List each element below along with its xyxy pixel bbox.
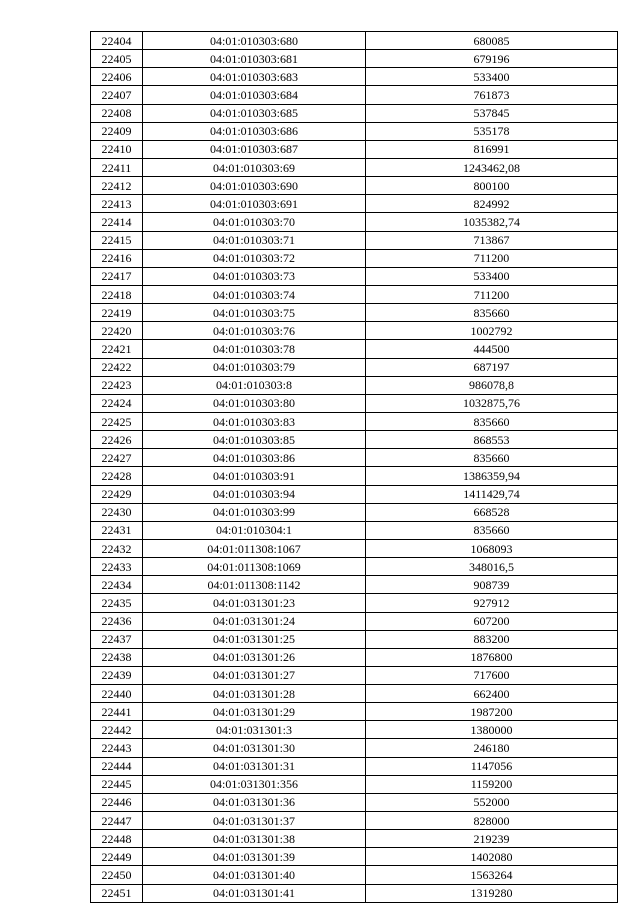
table-row (91, 304, 618, 322)
table-row (91, 793, 618, 811)
cadastral-number-cell: 04:01:031301:24 (143, 612, 366, 630)
table-row (91, 521, 618, 539)
table-row (91, 231, 618, 249)
cadastral-number-cell: 04:01:010303:686 (143, 122, 366, 140)
row-number-cell: 22441 (91, 703, 143, 721)
cadastral-value-cell: 668528 (366, 503, 618, 521)
cadastral-number-cell: 04:01:010303:79 (143, 358, 366, 376)
table-row (91, 848, 618, 866)
row-number-cell: 22404 (91, 32, 143, 50)
cadastral-number-cell: 04:01:010303:83 (143, 412, 366, 430)
cadastral-number-cell: 04:01:031301:39 (143, 848, 366, 866)
row-number-cell: 22429 (91, 485, 143, 503)
cadastral-value-cell: 761873 (366, 86, 618, 104)
cadastral-number-cell: 04:01:010303:78 (143, 340, 366, 358)
cadastral-number-cell: 04:01:010303:8 (143, 376, 366, 394)
row-number-cell: 22447 (91, 812, 143, 830)
cadastral-value-cell: 1147056 (366, 757, 618, 775)
cadastral-value-cell: 1243462,08 (366, 158, 618, 176)
row-number-cell: 22436 (91, 612, 143, 630)
cadastral-value-cell: 533400 (366, 68, 618, 86)
row-number-cell: 22434 (91, 576, 143, 594)
cadastral-value-cell: 537845 (366, 104, 618, 122)
cadastral-number-cell: 04:01:010303:76 (143, 322, 366, 340)
cadastral-value-cell: 1563264 (366, 866, 618, 884)
cadastral-value-cell: 246180 (366, 739, 618, 757)
row-number-cell: 22445 (91, 775, 143, 793)
cadastral-number-cell: 04:01:010303:684 (143, 86, 366, 104)
cadastral-number-cell: 04:01:010303:685 (143, 104, 366, 122)
row-number-cell: 22437 (91, 630, 143, 648)
table-row (91, 68, 618, 86)
cadastral-value-cell: 835660 (366, 304, 618, 322)
cadastral-number-cell: 04:01:010303:69 (143, 158, 366, 176)
cadastral-value-cell: 927912 (366, 594, 618, 612)
cadastral-number-cell: 04:01:031301:31 (143, 757, 366, 775)
table-row (91, 757, 618, 775)
table-row (91, 431, 618, 449)
cadastral-value-cell: 1002792 (366, 322, 618, 340)
table-row (91, 340, 618, 358)
table-row (91, 612, 618, 630)
row-number-cell: 22433 (91, 558, 143, 576)
cadastral-value-cell: 835660 (366, 449, 618, 467)
cadastral-value-cell: 835660 (366, 412, 618, 430)
cadastral-value-cell: 986078,8 (366, 376, 618, 394)
cadastral-value-cell: 679196 (366, 50, 618, 68)
cadastral-number-cell: 04:01:010303:687 (143, 140, 366, 158)
row-number-cell: 22412 (91, 177, 143, 195)
cadastral-number-cell: 04:01:031301:26 (143, 648, 366, 666)
cadastral-value-cell: 1876800 (366, 648, 618, 666)
row-number-cell: 22422 (91, 358, 143, 376)
cadastral-value-cell: 444500 (366, 340, 618, 358)
table-row (91, 122, 618, 140)
cadastral-value-cell: 835660 (366, 521, 618, 539)
table-row (91, 358, 618, 376)
cadastral-value-cell: 1159200 (366, 775, 618, 793)
table-row (91, 576, 618, 594)
table-row (91, 213, 618, 231)
cadastral-number-cell: 04:01:031301:27 (143, 666, 366, 684)
cadastral-number-cell: 04:01:031301:36 (143, 793, 366, 811)
row-number-cell: 22451 (91, 884, 143, 902)
cadastral-value-cell: 1380000 (366, 721, 618, 739)
row-number-cell: 22430 (91, 503, 143, 521)
row-number-cell: 22410 (91, 140, 143, 158)
row-number-cell: 22425 (91, 412, 143, 430)
row-number-cell: 22428 (91, 467, 143, 485)
row-number-cell: 22418 (91, 285, 143, 303)
cadastral-value-cell: 219239 (366, 830, 618, 848)
table-row (91, 630, 618, 648)
cadastral-value-cell: 713867 (366, 231, 618, 249)
table-row (91, 685, 618, 703)
cadastral-value-cell: 687197 (366, 358, 618, 376)
table-row (91, 449, 618, 467)
cadastral-number-cell: 04:01:010303:91 (143, 467, 366, 485)
cadastral-number-cell: 04:01:031301:30 (143, 739, 366, 757)
cadastral-number-cell: 04:01:010303:683 (143, 68, 366, 86)
cadastral-number-cell: 04:01:010303:86 (143, 449, 366, 467)
cadastral-number-cell: 04:01:031301:38 (143, 830, 366, 848)
row-number-cell: 22426 (91, 431, 143, 449)
table-row (91, 721, 618, 739)
cadastral-value-cell: 1032875,76 (366, 394, 618, 412)
cadastral-number-cell: 04:01:031301:28 (143, 685, 366, 703)
table-row (91, 322, 618, 340)
table-row (91, 249, 618, 267)
cadastral-number-cell: 04:01:010303:85 (143, 431, 366, 449)
cadastral-value-cell: 711200 (366, 285, 618, 303)
row-number-cell: 22435 (91, 594, 143, 612)
row-number-cell: 22432 (91, 539, 143, 557)
cadastral-number-cell: 04:01:031301:356 (143, 775, 366, 793)
row-number-cell: 22405 (91, 50, 143, 68)
cadastral-number-cell: 04:01:011308:1069 (143, 558, 366, 576)
row-number-cell: 22427 (91, 449, 143, 467)
row-number-cell: 22424 (91, 394, 143, 412)
row-number-cell: 22450 (91, 866, 143, 884)
cadastral-number-cell: 04:01:010303:99 (143, 503, 366, 521)
cadastral-number-cell: 04:01:031301:3 (143, 721, 366, 739)
table-row (91, 866, 618, 884)
cadastral-number-cell: 04:01:010304:1 (143, 521, 366, 539)
row-number-cell: 22421 (91, 340, 143, 358)
table-row (91, 267, 618, 285)
cadastral-value-cell: 816991 (366, 140, 618, 158)
table-row (91, 32, 618, 50)
row-number-cell: 22444 (91, 757, 143, 775)
table-row (91, 285, 618, 303)
row-number-cell: 22448 (91, 830, 143, 848)
cadastral-number-cell: 04:01:010303:75 (143, 304, 366, 322)
table-row (91, 539, 618, 557)
table-row (91, 140, 618, 158)
cadastral-number-cell: 04:01:010303:74 (143, 285, 366, 303)
row-number-cell: 22431 (91, 521, 143, 539)
cadastral-value-cell: 883200 (366, 630, 618, 648)
cadastral-number-cell: 04:01:011308:1067 (143, 539, 366, 557)
cadastral-value-cell: 535178 (366, 122, 618, 140)
cadastral-value-cell: 1035382,74 (366, 213, 618, 231)
cadastral-number-cell: 04:01:011308:1142 (143, 576, 366, 594)
table-row (91, 812, 618, 830)
table-row (91, 195, 618, 213)
row-number-cell: 22413 (91, 195, 143, 213)
row-number-cell: 22419 (91, 304, 143, 322)
table-row (91, 485, 618, 503)
table-body (91, 32, 618, 903)
row-number-cell: 22449 (91, 848, 143, 866)
cadastral-number-cell: 04:01:010303:690 (143, 177, 366, 195)
cadastral-number-cell: 04:01:031301:29 (143, 703, 366, 721)
row-number-cell: 22416 (91, 249, 143, 267)
row-number-cell: 22443 (91, 739, 143, 757)
table-row (91, 558, 618, 576)
table-row (91, 412, 618, 430)
table-row (91, 177, 618, 195)
row-number-cell: 22409 (91, 122, 143, 140)
table-row (91, 884, 618, 902)
cadastral-value-cell: 348016,5 (366, 558, 618, 576)
table-row (91, 104, 618, 122)
cadastral-number-cell: 04:01:010303:94 (143, 485, 366, 503)
cadastral-value-cell: 607200 (366, 612, 618, 630)
row-number-cell: 22415 (91, 231, 143, 249)
row-number-cell: 22440 (91, 685, 143, 703)
cadastral-value-cell: 828000 (366, 812, 618, 830)
cadastral-number-cell: 04:01:010303:71 (143, 231, 366, 249)
cadastral-value-cell: 1068093 (366, 539, 618, 557)
table-row (91, 503, 618, 521)
cadastral-number-cell: 04:01:010303:680 (143, 32, 366, 50)
table-row (91, 376, 618, 394)
row-number-cell: 22406 (91, 68, 143, 86)
row-number-cell: 22423 (91, 376, 143, 394)
table-row (91, 158, 618, 176)
row-number-cell: 22414 (91, 213, 143, 231)
row-number-cell: 22420 (91, 322, 143, 340)
cadastral-value-cell: 680085 (366, 32, 618, 50)
cadastral-value-cell: 711200 (366, 249, 618, 267)
row-number-cell: 22438 (91, 648, 143, 666)
row-number-cell: 22407 (91, 86, 143, 104)
cadastral-number-cell: 04:01:010303:691 (143, 195, 366, 213)
row-number-cell: 22442 (91, 721, 143, 739)
row-number-cell: 22417 (91, 267, 143, 285)
table-row (91, 50, 618, 68)
table-row (91, 86, 618, 104)
cadastral-value-cell: 868553 (366, 431, 618, 449)
cadastral-value-cell: 717600 (366, 666, 618, 684)
cadastral-value-cell: 800100 (366, 177, 618, 195)
row-number-cell: 22408 (91, 104, 143, 122)
table-row (91, 739, 618, 757)
cadastral-number-cell: 04:01:010303:72 (143, 249, 366, 267)
table-row (91, 394, 618, 412)
table-row (91, 703, 618, 721)
table-row (91, 594, 618, 612)
cadastral-number-cell: 04:01:010303:681 (143, 50, 366, 68)
table-row (91, 775, 618, 793)
table-row (91, 830, 618, 848)
cadastral-number-cell: 04:01:010303:80 (143, 394, 366, 412)
row-number-cell: 22446 (91, 793, 143, 811)
cadastral-value-cell: 662400 (366, 685, 618, 703)
cadastral-number-cell: 04:01:010303:73 (143, 267, 366, 285)
cadastral-value-table (90, 31, 618, 903)
cadastral-value-cell: 824992 (366, 195, 618, 213)
cadastral-value-cell: 1987200 (366, 703, 618, 721)
cadastral-value-cell: 1411429,74 (366, 485, 618, 503)
cadastral-number-cell: 04:01:031301:41 (143, 884, 366, 902)
cadastral-number-cell: 04:01:031301:25 (143, 630, 366, 648)
table-row (91, 666, 618, 684)
cadastral-number-cell: 04:01:031301:40 (143, 866, 366, 884)
cadastral-value-cell: 908739 (366, 576, 618, 594)
cadastral-value-cell: 1402080 (366, 848, 618, 866)
cadastral-number-cell: 04:01:031301:37 (143, 812, 366, 830)
row-number-cell: 22411 (91, 158, 143, 176)
cadastral-number-cell: 04:01:031301:23 (143, 594, 366, 612)
row-number-cell: 22439 (91, 666, 143, 684)
cadastral-value-cell: 552000 (366, 793, 618, 811)
cadastral-value-cell: 533400 (366, 267, 618, 285)
table-row (91, 467, 618, 485)
cadastral-value-cell: 1319280 (366, 884, 618, 902)
cadastral-number-cell: 04:01:010303:70 (143, 213, 366, 231)
table-row (91, 648, 618, 666)
cadastral-value-cell: 1386359,94 (366, 467, 618, 485)
